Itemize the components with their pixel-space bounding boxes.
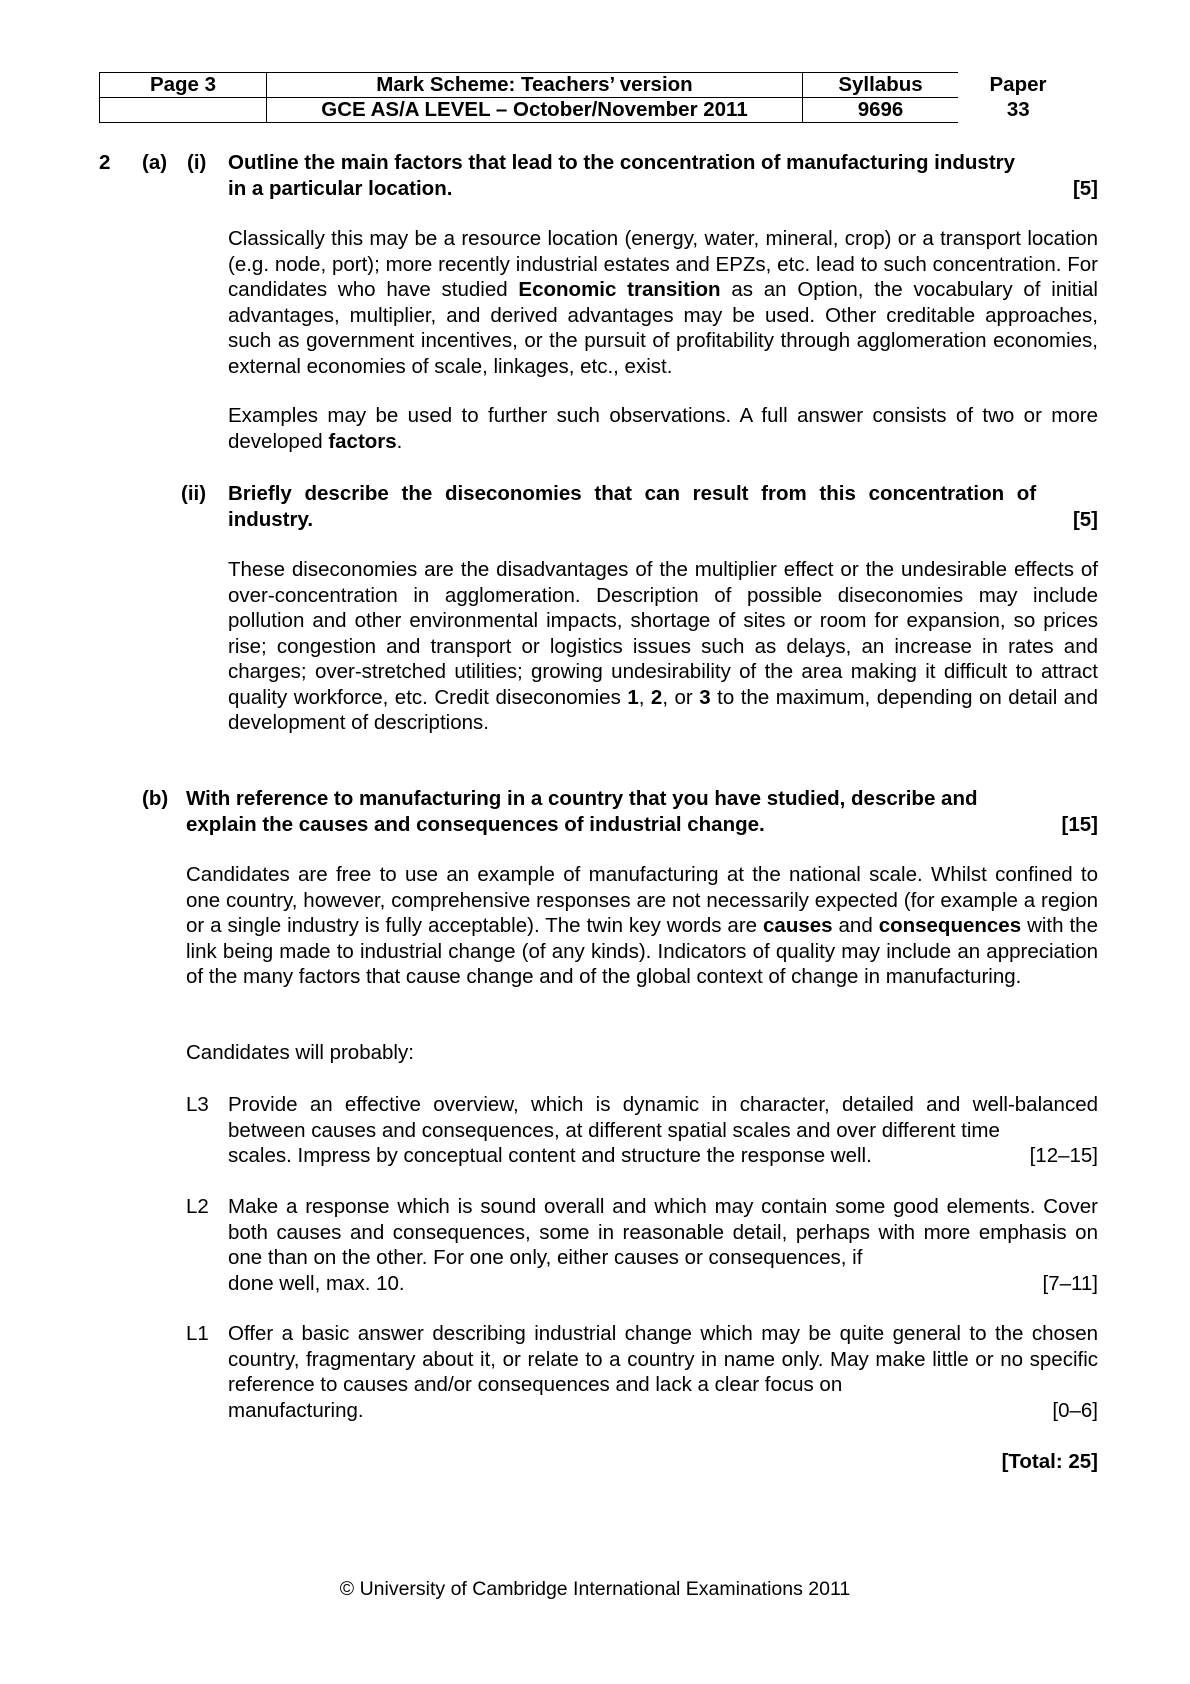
level-l3 [228, 1092, 1098, 1169]
part-i-question-line2: in a particular location. [5] [228, 176, 1098, 200]
header-paper-label: Paper [989, 73, 1047, 96]
part-ii-label: (ii) [181, 482, 207, 505]
part-ii-question [228, 481, 1098, 532]
header-page: Page 3 [100, 73, 267, 98]
part-i-label: (i) [187, 151, 207, 174]
level-l3-text: Provide an effective overview, which is dynamic in character, detailed and well-balanced between causes and consequences, at different spatial scales and over different time [228, 1093, 1098, 1142]
header-table [99, 72, 1079, 123]
part-b-marks: [15] [1061, 812, 1098, 836]
part-a-label: (a) [142, 151, 168, 174]
header-syllabus-label: Syllabus [803, 73, 959, 98]
level-l2-text: Make a response which is sound overall and which may contain some good elements. Cover both causes and consequences, some in reasonable detail, perhaps with more emphasis on one than on the other. For one only, either causes or consequences, if [228, 1195, 1098, 1269]
part-b-question-line1: With reference to manufacturing in a country that you have studied, describe and [186, 787, 978, 810]
level-l3-marks: [12–15] [1029, 1144, 1098, 1167]
level-l2-last-line: done well, max. 10. [7–11] [228, 1271, 1098, 1295]
level-l2 [228, 1194, 1098, 1296]
level-l1 [228, 1321, 1098, 1423]
part-i-question [228, 150, 1098, 201]
footer-copyright: © University of Cambridge International Examinations 2011 [339, 1578, 851, 1600]
part-b-question [186, 786, 1098, 837]
part-b-answer-para2: Candidates will probably: [186, 1041, 414, 1064]
part-i-marks: [5] [1072, 176, 1098, 200]
part-b-answer-para1: Candidates are free to use an example of manufacturing at the national scale. Whilst confined to one country, however, comprehensive responses are not necessarily expected (for example a region or a single industry is fully acceptable). The twin key words are causes and consequences with the link being made to industrial change (of any kinds). Indicators of quality may include an appreciation of the many factors that cause change and of the global context of change in manufacturing. [186, 863, 1098, 988]
level-label-l3: L3 [186, 1093, 209, 1116]
level-l3-last-line: scales. Impress by conceptual content and structure the response well. [12–15] [228, 1144, 1098, 1167]
part-b-label: (b) [142, 787, 169, 810]
level-label-l1: L1 [186, 1322, 209, 1345]
total-marks: [Total: 25] [1001, 1450, 1098, 1473]
level-l2-marks: [7–11] [1042, 1271, 1098, 1295]
question-number: 2 [99, 151, 111, 174]
part-b-question-line2: explain the causes and consequences of industrial change. [15] [186, 812, 1098, 836]
part-ii-answer: These diseconomies are the disadvantages of the multiplier effect or the undesirable effects of over-concentration in agglomeration. Description of possible diseconomies may include pollution and other environmental impacts, shortage of sites or room for expansion, so prices rise; congestion and transport or logistics issues such as delays, an increase in rates and charges; over-stretched utilities; growing undesirability of the area making it difficult to attract quality workforce, etc. Credit diseconomies 1, 2, or 3 to the maximum, depending on detail and development of descriptions. [228, 558, 1098, 734]
header-syllabus: 9696 [803, 98, 959, 123]
level-l1-text: Offer a basic answer describing industrial change which may be quite general to the chosen country, fragmentary about it, or relate to a country in name only. May make little or no specific reference to causes and/or consequences and lack a clear focus on [228, 1322, 1098, 1396]
header-exam: GCE AS/A LEVEL – October/November 2011 [267, 98, 803, 123]
part-i-question-line1: Outline the main factors that lead to the concentration of manufacturing industry [228, 151, 1016, 174]
part-ii-question-line1: Briefly describe the diseconomies that can result from this concentration of [228, 482, 1037, 505]
level-l1-last-line: manufacturing. [0–6] [228, 1398, 1098, 1422]
header-paper: 33 [1006, 98, 1030, 121]
part-i-answer-para2: Examples may be used to further such observations. A full answer consists of two or more developed factors. [228, 404, 1098, 453]
part-ii-marks: [5] [1072, 507, 1098, 531]
level-label-l2: L2 [186, 1195, 209, 1218]
header-title: Mark Scheme: Teachers’ version [267, 73, 803, 98]
part-i-answer-para1: Classically this may be a resource location (energy, water, mineral, crop) or a transport location (e.g. node, port); more recently industrial estates and EPZs, etc. lead to such concentration. For candidates who have studied Economic transition as an Option, the vocabulary of initial advantages, multiplier, and derived advantages may be used. Other creditable approaches, such as government incentives, or the pursuit of profitability through agglomeration economies, external economies of scale, linkages, etc., exist. [228, 227, 1098, 378]
header-blank [100, 98, 267, 123]
part-ii-question-line2: industry. [5] [228, 507, 1098, 531]
level-l1-marks: [0–6] [1052, 1398, 1098, 1422]
